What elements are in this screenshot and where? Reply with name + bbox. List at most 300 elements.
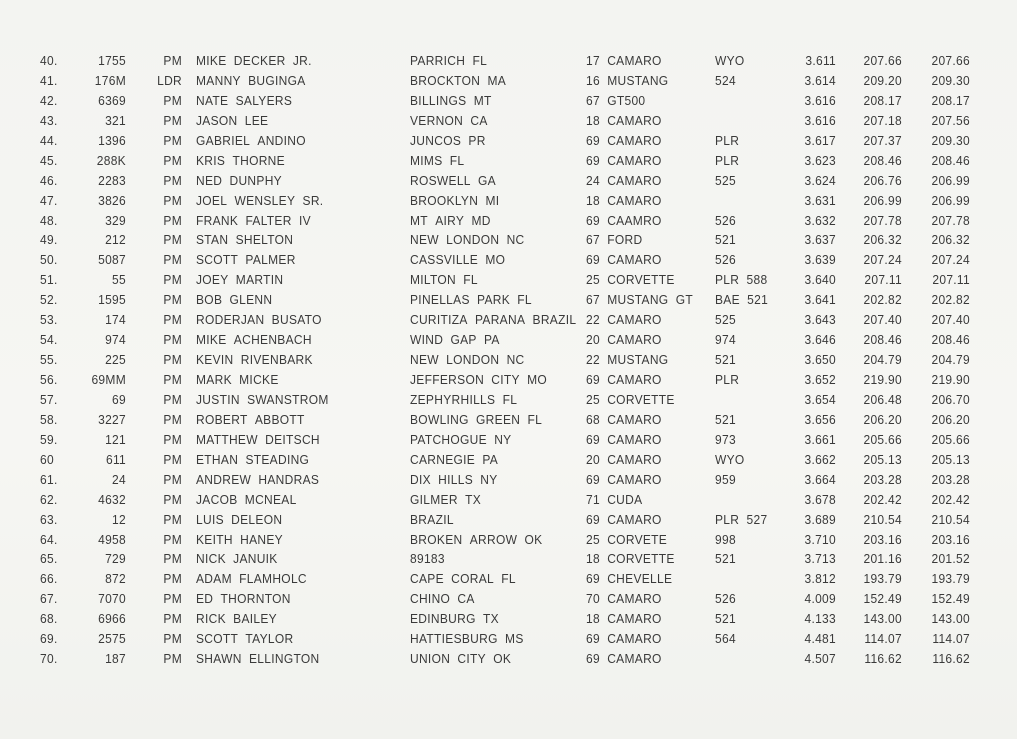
best-speed: 209.30 [931, 73, 970, 89]
car-number: 4632 [98, 491, 126, 508]
driver-name: STAN SHELTON [196, 232, 294, 248]
driver-name: JOEY MARTIN [196, 272, 284, 288]
position: 55. [40, 352, 58, 368]
car-number: 187 [105, 651, 126, 667]
class: PM [163, 332, 182, 348]
car-number: 288K [96, 153, 126, 169]
hometown: JEFFERSON CITY MO [410, 372, 548, 388]
position: 68. [40, 611, 58, 627]
vehicle: 69 CAMARO [586, 372, 662, 388]
vehicle: 69 CAAMRO [586, 212, 662, 228]
engine: PLR [715, 372, 740, 388]
engine: PLR [715, 153, 740, 169]
speed-mph: 207.11 [864, 272, 902, 288]
driver-name: ROBERT ABBOTT [196, 412, 305, 428]
elapsed-time: 3.689 [804, 511, 836, 528]
elapsed-time: 3.650 [804, 352, 836, 368]
best-speed: 207.78 [931, 212, 970, 228]
class: PM [163, 153, 182, 169]
vehicle: 17 CAMARO [586, 53, 662, 69]
best-speed: 208.46 [931, 332, 970, 348]
result-row [0, 530, 1017, 552]
class: PM [163, 113, 182, 129]
speed-mph: 208.46 [863, 153, 902, 169]
vehicle: 24 CAMARO [586, 172, 662, 189]
position: 66. [40, 571, 58, 587]
driver-name: MIKE ACHENBACH [196, 332, 312, 348]
speed-mph: 207.78 [863, 212, 902, 228]
elapsed-time: 3.637 [804, 232, 836, 248]
vehicle: 18 CAMARO [586, 611, 662, 627]
class: PM [163, 312, 182, 328]
driver-name: NATE SALYERS [196, 93, 293, 109]
elapsed-time: 3.614 [804, 73, 836, 89]
vehicle: 69 CAMARO [586, 651, 662, 667]
class: PM [163, 651, 182, 667]
car-number: 5087 [98, 252, 126, 268]
hometown: EDINBURG TX [410, 611, 499, 627]
driver-name: KEITH HANEY [196, 531, 283, 547]
position: 57. [40, 392, 58, 408]
speed-mph: 203.28 [863, 472, 902, 488]
best-speed: 206.32 [931, 232, 970, 248]
best-speed: 206.20 [931, 412, 970, 428]
result-row [0, 91, 1017, 113]
car-number: 174 [105, 312, 126, 328]
class: PM [163, 531, 182, 547]
position: 51. [40, 272, 58, 288]
position: 48. [40, 212, 58, 228]
engine: WYO [715, 452, 745, 468]
result-row [0, 649, 1017, 671]
position: 44. [40, 133, 58, 149]
driver-name: MATTHEW DEITSCH [196, 432, 320, 448]
class: PM [163, 252, 182, 268]
vehicle: 67 FORD [586, 232, 643, 248]
driver-name: ANDREW HANDRAS [196, 472, 320, 488]
driver-name: JASON LEE [196, 113, 269, 129]
driver-name: LUIS DELEON [196, 511, 283, 528]
speed-mph: 143.00 [863, 611, 902, 627]
speed-mph: 205.66 [863, 432, 902, 448]
best-speed: 208.17 [931, 93, 970, 109]
result-row [0, 450, 1017, 472]
best-speed: 193.79 [931, 571, 970, 587]
hometown: PATCHOGUE NY [410, 432, 512, 448]
position: 43. [40, 113, 58, 129]
elapsed-time: 3.646 [804, 332, 836, 348]
speed-mph: 193.79 [863, 571, 902, 587]
best-speed: 203.16 [931, 531, 970, 547]
engine: PLR [715, 133, 740, 149]
class: PM [163, 631, 182, 647]
best-speed: 201.52 [931, 551, 970, 567]
car-number: 176M [94, 73, 126, 89]
hometown: NEW LONDON NC [410, 232, 525, 248]
class: PM [163, 491, 182, 508]
class: PM [163, 212, 182, 228]
speed-mph: 206.99 [863, 192, 902, 209]
position: 69. [40, 631, 58, 647]
driver-name: ED THORNTON [196, 591, 291, 607]
position: 49. [40, 232, 58, 248]
speed-mph: 114.07 [864, 631, 902, 647]
car-number: 121 [105, 432, 126, 448]
class: LDR [157, 73, 182, 89]
speed-mph: 209.20 [863, 73, 902, 89]
class: PM [163, 392, 182, 408]
hometown: CAPE CORAL FL [410, 571, 516, 587]
results-list [0, 52, 1017, 670]
result-row [0, 151, 1017, 173]
engine: 959 [715, 472, 736, 488]
vehicle: 25 CORVETTE [586, 392, 675, 408]
car-number: 872 [105, 571, 126, 587]
result-row [0, 550, 1017, 572]
result-row [0, 51, 1017, 73]
position: 41. [40, 73, 58, 89]
best-speed: 203.28 [931, 472, 970, 488]
car-number: 69 [112, 392, 126, 408]
result-row [0, 390, 1017, 412]
speed-mph: 202.42 [863, 491, 902, 508]
elapsed-time: 3.654 [804, 392, 836, 408]
class: PM [163, 412, 182, 428]
engine: 521 [715, 412, 736, 428]
driver-name: GABRIEL ANDINO [196, 133, 306, 149]
class: PM [163, 591, 182, 607]
best-speed: 114.07 [932, 631, 970, 647]
car-number: 7070 [98, 591, 126, 607]
class: PM [163, 432, 182, 448]
elapsed-time: 4.507 [804, 651, 836, 667]
engine: PLR 527 [715, 511, 768, 528]
elapsed-time: 3.624 [804, 172, 836, 189]
result-row [0, 290, 1017, 312]
result-row [0, 131, 1017, 153]
car-number: 212 [105, 232, 126, 248]
speed-mph: 203.16 [863, 531, 902, 547]
hometown: WIND GAP PA [410, 332, 500, 348]
result-row [0, 370, 1017, 392]
position: 42. [40, 93, 58, 109]
engine: 524 [715, 73, 736, 89]
class: PM [163, 172, 182, 189]
driver-name: NICK JANUIK [196, 551, 278, 567]
result-row [0, 71, 1017, 93]
speed-mph: 201.16 [863, 551, 902, 567]
elapsed-time: 3.623 [804, 153, 836, 169]
hometown: BROOKLYN MI [410, 192, 500, 209]
elapsed-time: 3.643 [804, 312, 836, 328]
driver-name: MIKE DECKER JR. [196, 53, 312, 69]
engine: 564 [715, 631, 736, 647]
car-number: 6966 [98, 611, 126, 627]
car-number: 225 [105, 352, 126, 368]
engine: 521 [715, 352, 736, 368]
result-row [0, 430, 1017, 452]
speed-mph: 207.37 [863, 133, 902, 149]
elapsed-time: 3.664 [804, 472, 836, 488]
vehicle: 69 CAMARO [586, 432, 662, 448]
engine: BAE 521 [715, 292, 769, 308]
engine: 521 [715, 611, 736, 627]
class: PM [163, 53, 182, 69]
vehicle: 20 CAMARO [586, 452, 662, 468]
class: PM [163, 133, 182, 149]
car-number: 974 [105, 332, 126, 348]
class: PM [163, 232, 182, 248]
position: 70. [40, 651, 58, 667]
engine: 526 [715, 212, 736, 228]
engine: WYO [715, 53, 745, 69]
engine: 521 [715, 551, 736, 567]
vehicle: 69 CAMARO [586, 511, 662, 528]
driver-name: RODERJAN BUSATO [196, 312, 322, 328]
best-speed: 209.30 [931, 133, 970, 149]
vehicle: 18 CAMARO [586, 192, 662, 209]
elapsed-time: 4.133 [804, 611, 836, 627]
car-number: 4958 [98, 531, 126, 547]
elapsed-time: 4.009 [804, 591, 836, 607]
elapsed-time: 3.662 [804, 452, 836, 468]
position: 59. [40, 432, 58, 448]
best-speed: 202.42 [931, 491, 970, 508]
vehicle: 69 CAMARO [586, 631, 662, 647]
vehicle: 69 CAMARO [586, 472, 662, 488]
position: 63. [40, 511, 58, 528]
vehicle: 25 CORVETTE [586, 272, 675, 288]
best-speed: 207.40 [931, 312, 970, 328]
class: PM [163, 93, 182, 109]
speed-mph: 206.48 [863, 392, 902, 408]
driver-name: SCOTT PALMER [196, 252, 296, 268]
vehicle: 67 GT500 [586, 93, 646, 109]
class: PM [163, 551, 182, 567]
class: PM [163, 372, 182, 388]
position: 45. [40, 153, 58, 169]
vehicle: 22 MUSTANG [586, 352, 669, 368]
driver-name: NED DUNPHY [196, 172, 282, 189]
result-row [0, 350, 1017, 372]
car-number: 12 [112, 511, 126, 528]
hometown: UNION CITY OK [410, 651, 512, 667]
driver-name: ADAM FLAMHOLC [196, 571, 307, 587]
speed-mph: 208.46 [863, 332, 902, 348]
hometown: CURITIZA PARANA BRAZIL [410, 312, 577, 328]
result-row [0, 510, 1017, 532]
position: 50. [40, 252, 58, 268]
speed-mph: 207.66 [863, 53, 902, 69]
hometown: BROCKTON MA [410, 73, 507, 89]
hometown: BRAZIL [410, 511, 454, 528]
result-row [0, 410, 1017, 432]
driver-name: KEVIN RIVENBARK [196, 352, 313, 368]
vehicle: 18 CORVETTE [586, 551, 675, 567]
driver-name: JOEL WENSLEY SR. [196, 192, 324, 209]
hometown: MT AIRY MD [410, 212, 491, 228]
elapsed-time: 3.710 [804, 531, 836, 547]
hometown: CHINO CA [410, 591, 475, 607]
speed-mph: 210.54 [863, 511, 902, 528]
result-row [0, 570, 1017, 592]
hometown: CARNEGIE PA [410, 452, 499, 468]
hometown: ROSWELL GA [410, 172, 496, 189]
speed-mph: 206.32 [863, 232, 902, 248]
elapsed-time: 3.713 [804, 551, 836, 567]
elapsed-time: 3.639 [804, 252, 836, 268]
position: 47. [40, 192, 58, 209]
driver-name: ETHAN STEADING [196, 452, 310, 468]
elapsed-time: 3.631 [804, 192, 836, 209]
car-number: 1396 [98, 133, 126, 149]
engine: PLR 588 [715, 272, 768, 288]
hometown: MILTON FL [410, 272, 478, 288]
class: PM [163, 571, 182, 587]
hometown: CASSVILLE MO [410, 252, 506, 268]
car-number: 321 [105, 113, 126, 129]
elapsed-time: 3.611 [805, 53, 836, 69]
hometown: BOWLING GREEN FL [410, 412, 543, 428]
elapsed-time: 3.678 [804, 491, 836, 508]
vehicle: 69 CAMARO [586, 153, 662, 169]
speed-mph: 206.20 [863, 412, 902, 428]
hometown: ZEPHYRHILLS FL [410, 392, 518, 408]
elapsed-time: 3.641 [804, 292, 836, 308]
car-number: 611 [105, 452, 126, 468]
elapsed-time: 3.616 [804, 93, 836, 109]
driver-name: FRANK FALTER IV [196, 212, 311, 228]
engine: 525 [715, 172, 736, 189]
class: PM [163, 292, 182, 308]
position: 53. [40, 312, 58, 328]
car-number: 1755 [98, 53, 126, 69]
hometown: VERNON CA [410, 113, 488, 129]
speed-mph: 207.40 [863, 312, 902, 328]
vehicle: 18 CAMARO [586, 113, 662, 129]
driver-name: RICK BAILEY [196, 611, 277, 627]
position: 64. [40, 531, 58, 547]
best-speed: 219.90 [931, 372, 970, 388]
result-row [0, 490, 1017, 512]
class: PM [163, 611, 182, 627]
car-number: 729 [105, 551, 126, 567]
best-speed: 208.46 [931, 153, 970, 169]
car-number: 69MM [91, 372, 126, 388]
position: 61. [40, 472, 58, 488]
best-speed: 152.49 [931, 591, 970, 607]
elapsed-time: 4.481 [804, 631, 836, 647]
position: 46. [40, 172, 58, 189]
result-row [0, 590, 1017, 612]
hometown: GILMER TX [410, 491, 482, 508]
vehicle: 69 CHEVELLE [586, 571, 673, 587]
result-row [0, 191, 1017, 213]
best-speed: 204.79 [931, 352, 970, 368]
car-number: 55 [112, 272, 126, 288]
vehicle: 70 CAMARO [586, 591, 662, 607]
car-number: 329 [105, 212, 126, 228]
best-speed: 202.82 [931, 292, 970, 308]
vehicle: 67 MUSTANG GT [586, 292, 693, 308]
result-row [0, 171, 1017, 193]
engine: 973 [715, 432, 736, 448]
elapsed-time: 3.632 [804, 212, 836, 228]
hometown: MIMS FL [410, 153, 465, 169]
driver-name: BOB GLENN [196, 292, 273, 308]
elapsed-time: 3.616 [804, 113, 836, 129]
position: 65. [40, 551, 58, 567]
best-speed: 206.99 [931, 172, 970, 189]
driver-name: MANNY BUGINGA [196, 73, 306, 89]
result-row [0, 609, 1017, 631]
elapsed-time: 3.812 [804, 571, 836, 587]
driver-name: MARK MICKE [196, 372, 279, 388]
driver-name: KRIS THORNE [196, 153, 285, 169]
driver-name: SCOTT TAYLOR [196, 631, 294, 647]
best-speed: 205.66 [931, 432, 970, 448]
result-row [0, 271, 1017, 293]
speed-mph: 206.76 [863, 172, 902, 189]
vehicle: 71 CUDA [586, 491, 643, 508]
result-row [0, 231, 1017, 253]
hometown: PARRICH FL [410, 53, 488, 69]
car-number: 2575 [98, 631, 126, 647]
speed-mph: 219.90 [863, 372, 902, 388]
elapsed-time: 3.652 [804, 372, 836, 388]
speed-mph: 204.79 [863, 352, 902, 368]
driver-name: SHAWN ELLINGTON [196, 651, 320, 667]
best-speed: 207.24 [931, 252, 970, 268]
position: 52. [40, 292, 58, 308]
speed-mph: 207.24 [863, 252, 902, 268]
hometown: DIX HILLS NY [410, 472, 498, 488]
best-speed: 207.66 [931, 53, 970, 69]
best-speed: 206.99 [931, 192, 970, 209]
hometown: JUNCOS PR [410, 133, 486, 149]
elapsed-time: 3.640 [804, 272, 836, 288]
position: 58. [40, 412, 58, 428]
class: PM [163, 452, 182, 468]
position: 54. [40, 332, 58, 348]
hometown: BROKEN ARROW OK [410, 531, 543, 547]
result-row [0, 330, 1017, 352]
result-row [0, 211, 1017, 233]
vehicle: 68 CAMARO [586, 412, 662, 428]
class: PM [163, 192, 182, 209]
result-row [0, 111, 1017, 133]
result-row [0, 310, 1017, 332]
class: PM [163, 272, 182, 288]
hometown: HATTIESBURG MS [410, 631, 524, 647]
engine: 521 [715, 232, 736, 248]
class: PM [163, 472, 182, 488]
best-speed: 207.56 [931, 113, 970, 129]
car-number: 6369 [98, 93, 126, 109]
speed-mph: 152.49 [863, 591, 902, 607]
car-number: 2283 [98, 172, 126, 189]
vehicle: 22 CAMARO [586, 312, 662, 328]
hometown: 89183 [410, 551, 445, 567]
car-number: 1595 [98, 292, 126, 308]
engine: 526 [715, 591, 736, 607]
position: 60 [40, 452, 54, 468]
elapsed-time: 3.617 [804, 133, 836, 149]
vehicle: 20 CAMARO [586, 332, 662, 348]
speed-mph: 205.13 [863, 452, 902, 468]
vehicle: 16 MUSTANG [586, 73, 669, 89]
elapsed-time: 3.661 [804, 432, 836, 448]
